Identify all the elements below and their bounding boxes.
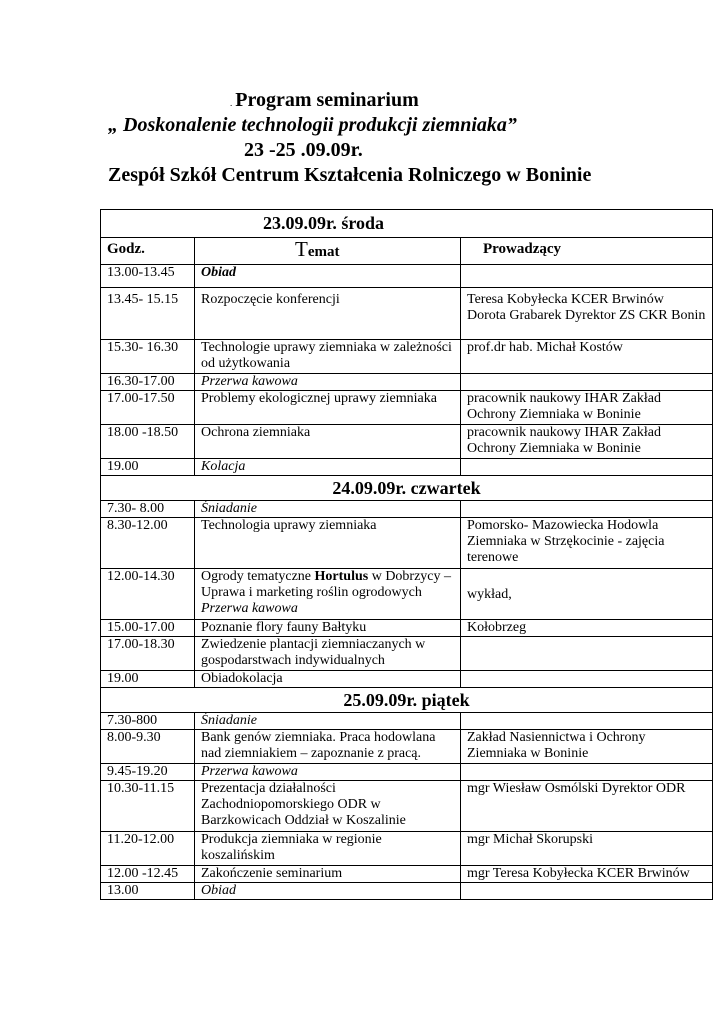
table-row — [101, 866, 713, 883]
row-time: 13.00 — [101, 883, 195, 900]
row-topic: Śniadanie — [195, 501, 461, 518]
row-time: 11.20-12.00 — [101, 832, 195, 866]
row-leader: mgr Teresa Kobyłecka KCER Brwinów — [461, 866, 713, 883]
table-row — [101, 265, 713, 288]
row-topic: Zwiedzenie plantacji ziemniaczanych w gospodarstwach indywidualnych — [195, 637, 461, 671]
row-time: 19.00 — [101, 459, 195, 476]
table-row — [101, 288, 713, 340]
row-time: 15.30- 16.30 — [101, 340, 195, 374]
row-topic: Produkcja ziemniaka w regionie koszalińskim — [195, 832, 461, 866]
table-row — [101, 569, 713, 620]
row-time: 17.00-18.30 — [101, 637, 195, 671]
row-leader — [461, 459, 713, 476]
row-topic: Zakończenie seminarium — [195, 866, 461, 883]
row-time: 15.00-17.00 — [101, 620, 195, 637]
row-time: 19.00 — [101, 671, 195, 688]
row-leader — [461, 883, 713, 900]
topic-break: Przerwa kawowa — [201, 601, 298, 616]
table-row — [101, 764, 713, 781]
row-topic: Poznanie flory fauny Bałtyku — [195, 620, 461, 637]
row-topic: Ochrona ziemniaka — [195, 425, 461, 459]
row-topic: Przerwa kawowa — [195, 764, 461, 781]
row-time: 13.00-13.45 — [101, 265, 195, 288]
row-time: 13.45- 15.15 — [101, 288, 195, 340]
row-leader — [461, 501, 713, 518]
day3-title: 25.09.09r. piątek — [101, 688, 713, 713]
row-leader: pracownik naukowy IHAR Zakład Ochrony Ziemniaka w Boninie — [461, 425, 713, 459]
col-prowadzacy: Prowadzący — [461, 238, 713, 265]
row-time: 18.00 -18.50 — [101, 425, 195, 459]
title-dot: . — [230, 98, 233, 108]
col-temat-initial: T — [295, 237, 308, 261]
day-header-row — [101, 476, 713, 501]
seminar-name: „ Doskonalenie technologii produkcji ziemniaka” — [108, 114, 517, 136]
schedule-table — [100, 209, 713, 900]
row-topic: Bank genów ziemniaka. Praca hodowlana nad ziemniakiem – zapoznanie z pracą. — [195, 730, 461, 764]
day1-title: 23.09.09r. środa — [101, 210, 713, 238]
table-row — [101, 713, 713, 730]
table-row — [101, 883, 713, 900]
row-time: 7.30- 8.00 — [101, 501, 195, 518]
table-row — [101, 637, 713, 671]
row-leader — [461, 265, 713, 288]
day2-title: 24.09.09r. czwartek — [101, 476, 713, 501]
row-topic: Kolacja — [195, 459, 461, 476]
row-leader: mgr Michał Skorupski — [461, 832, 713, 866]
row-topic: Technologie uprawy ziemniaka w zależności od użytkowania — [195, 340, 461, 374]
table-row — [101, 425, 713, 459]
topic-hortulus: Hortulus — [314, 569, 369, 584]
seminar-dates: 23 -25 .09.09r. — [244, 139, 363, 161]
row-topic: Obiad — [195, 265, 461, 288]
table-row — [101, 501, 713, 518]
row-topic: Śniadanie — [195, 713, 461, 730]
row-leader — [461, 671, 713, 688]
row-leader — [461, 713, 713, 730]
row-leader — [461, 764, 713, 781]
row-time: 8.00-9.30 — [101, 730, 195, 764]
row-topic: Prezentacja działalności Zachodniopomorskiego ODR w Barzkowicach Oddział w Koszalinie — [195, 781, 461, 832]
row-time: 10.30-11.15 — [101, 781, 195, 832]
row-leader: Zakład Nasiennictwa i Ochrony Ziemniaka w Boninie — [461, 730, 713, 764]
row-time: 16.30-17.00 — [101, 374, 195, 391]
program-title — [230, 89, 419, 112]
row-time: 17.00-17.50 — [101, 391, 195, 425]
table-row — [101, 730, 713, 764]
row-time: 9.45-19.20 — [101, 764, 195, 781]
table-row — [101, 340, 713, 374]
school-name: Zespół Szkół Centrum Kształcenia Rolniczego w Boninie — [108, 164, 592, 186]
row-topic: Problemy ekologicznej uprawy ziemniaka — [195, 391, 461, 425]
col-temat — [195, 238, 461, 265]
row-leader: prof.dr hab. Michał Kostów — [461, 340, 713, 374]
row-topic: Obiad — [195, 883, 461, 900]
row-time: 12.00 -12.45 — [101, 866, 195, 883]
table-row — [101, 391, 713, 425]
row-topic — [195, 569, 461, 620]
title-text: Program seminarium — [235, 89, 419, 111]
row-time: 8.30-12.00 — [101, 518, 195, 569]
table-row — [101, 832, 713, 866]
day-header-row — [101, 688, 713, 713]
row-leader: Pomorsko- Mazowiecka Hodowla Ziemniaka w Strzękocinie - zajęcia terenowe — [461, 518, 713, 569]
row-leader: Kołobrzeg — [461, 620, 713, 637]
table-row — [101, 518, 713, 569]
table-row — [101, 374, 713, 391]
row-time: 7.30-800 — [101, 713, 195, 730]
col-godz: Godz. — [101, 238, 195, 265]
table-row — [101, 671, 713, 688]
row-leader — [461, 374, 713, 391]
table-row — [101, 781, 713, 832]
topic-part-b: w Dobrzycy –Uprawa i marketing roślin ogrodowych — [201, 569, 452, 600]
table-row — [101, 620, 713, 637]
row-time: 12.00-14.30 — [101, 569, 195, 620]
topic-part-a: Ogrody tematyczne — [201, 569, 315, 584]
row-leader — [461, 637, 713, 671]
row-leader: wykład, — [461, 569, 713, 620]
day-header-row — [101, 210, 713, 238]
col-temat-rest: emat — [307, 244, 340, 260]
row-topic: Przerwa kawowa — [195, 374, 461, 391]
row-leader: pracownik naukowy IHAR Zakład Ochrony Ziemniaka w Boninie — [461, 391, 713, 425]
table-row — [101, 459, 713, 476]
column-header-row — [101, 238, 713, 265]
row-topic: Rozpoczęcie konferencji — [195, 288, 461, 340]
row-leader: mgr Wiesław Osmólski Dyrektor ODR — [461, 781, 713, 832]
row-topic: Technologia uprawy ziemniaka — [195, 518, 461, 569]
row-leader: Teresa Kobyłecka KCER Brwinów Dorota Grabarek Dyrektor ZS CKR Bonin — [461, 288, 713, 340]
row-topic: Obiadokolacja — [195, 671, 461, 688]
